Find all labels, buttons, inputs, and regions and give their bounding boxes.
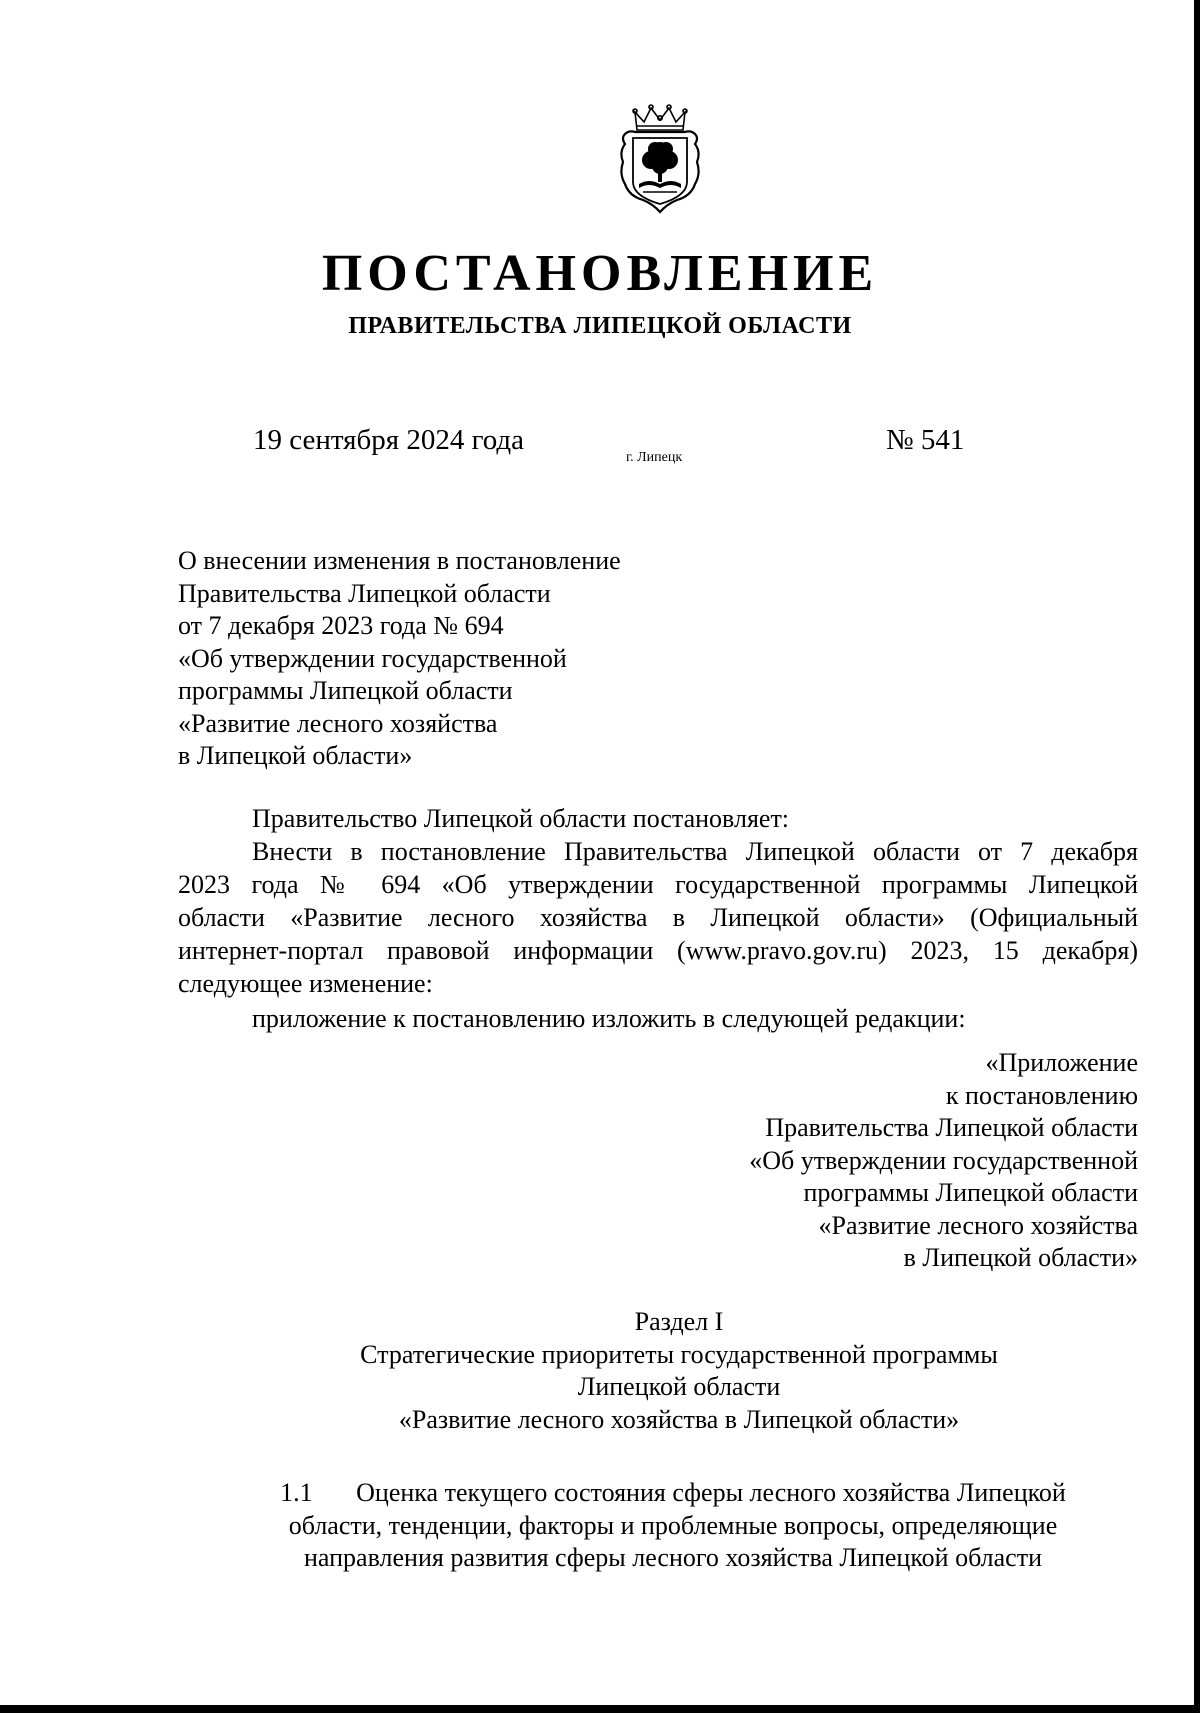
subject-line: программы Липецкой области <box>178 676 513 705</box>
appendix-line: к постановлению <box>945 1080 1138 1110</box>
appendix-line: «Развитие лесного хозяйства <box>818 1210 1138 1240</box>
appendix-line: «Об утверждении государственной <box>749 1145 1138 1175</box>
subsection-title-line: направления развития сферы лесного хозяйства Липецкой области <box>304 1543 1042 1572</box>
document-date: 19 сентября 2024 года <box>253 424 525 456</box>
paragraph-line: следующее изменение: <box>178 969 433 998</box>
appendix-line: в Липецкой области» <box>903 1243 1138 1272</box>
subsection-number: 1.1 <box>280 1478 313 1507</box>
scan-border-bottom <box>0 1705 1200 1713</box>
paragraph-line: Внести в постановление Правительства Липецкой области от 7 декабря <box>252 837 1138 866</box>
resolves-statement: Правительство Липецкой области постановляет: <box>252 804 790 833</box>
paragraph-line: 2023 года № 694 «Об утверждении государственной программы Липецкой <box>178 870 1138 899</box>
subject-line: «Развитие лесного хозяйства <box>178 708 498 738</box>
coat-of-arms-icon <box>615 104 705 216</box>
appendix-line: Правительства Липецкой области <box>765 1113 1138 1142</box>
appendix-heading <box>749 1047 1138 1275</box>
subject-line: О внесении изменения в постановление <box>178 546 621 575</box>
instruction-line: приложение к постановлению изложить в следующей редакции: <box>252 1004 966 1033</box>
section-heading <box>0 1306 1200 1436</box>
document-number: № 541 <box>886 424 965 456</box>
subject-line: в Липецкой области» <box>178 741 413 770</box>
subject-line: от 7 декабря 2023 года № 694 <box>178 611 504 640</box>
subsection-title-line: Оценка текущего состояния сферы лесного хозяйства Липецкой <box>356 1478 1066 1507</box>
subject-line: «Об утверждении государственной <box>178 643 567 673</box>
subject-line: Правительства Липецкой области <box>178 578 551 608</box>
section-title-line: Стратегические приоритеты государственной программы <box>360 1339 998 1369</box>
section-number: Раздел I <box>634 1307 724 1336</box>
appendix-line: программы Липецкой области <box>803 1178 1138 1207</box>
subsection-heading <box>0 1477 1200 1575</box>
document-subtitle: ПРАВИТЕЛЬСТВА ЛИПЕЦКОЙ ОБЛАСТИ <box>348 313 852 339</box>
document-city: г. Липецк <box>626 450 683 465</box>
section-title-line: «Развитие лесного хозяйства в Липецкой области» <box>398 1404 960 1434</box>
paragraph-line: интернет-портал правовой информации (www.pravo.gov.ru) 2023, 15 декабря) <box>178 936 1138 965</box>
document-title: ПОСТАНОВЛЕНИЕ <box>321 245 879 302</box>
appendix-line: «Приложение <box>985 1048 1138 1077</box>
subject-heading <box>178 545 621 773</box>
subsection-title-line: области, тенденции, факторы и проблемные вопросы, определяющие <box>288 1510 1058 1540</box>
section-title-line: Липецкой области <box>577 1372 781 1401</box>
paragraph-line: области «Развитие лесного хозяйства в Липецкой области» (Официальный <box>178 903 1138 932</box>
